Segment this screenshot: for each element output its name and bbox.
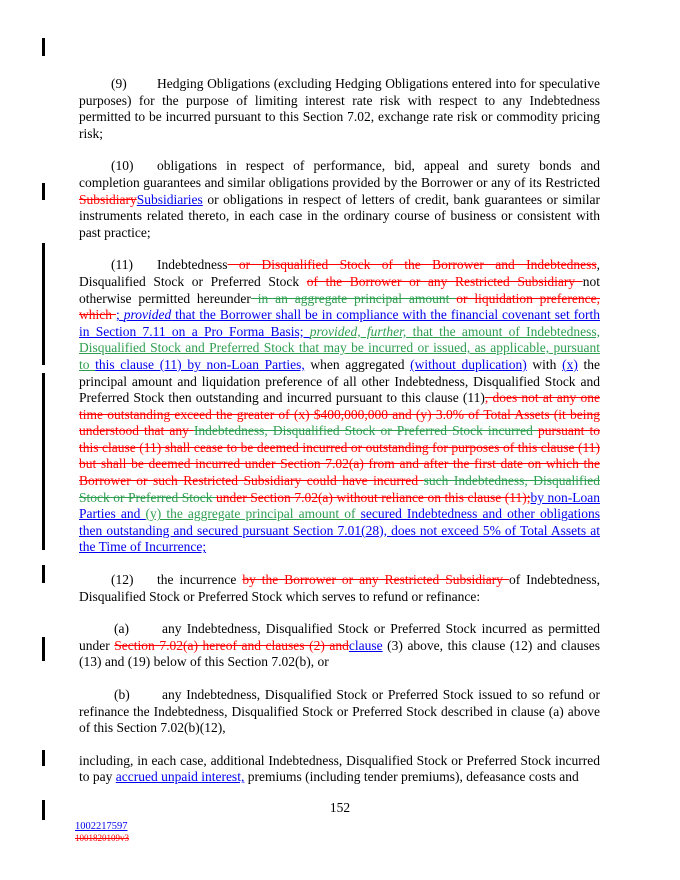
clause-number: (11) [111,257,133,273]
text-run-ins: (without duplication) [410,356,527,372]
change-bar [42,750,45,766]
text-run-n: not otherwise permitted hereunder [79,273,600,306]
text-run-n: with [526,356,563,372]
change-bar [42,38,45,56]
change-bar [42,373,45,550]
text-run-n: (3) above, this clause (12) and clauses (13) and (19) below of this Section 7.02(b), or [79,637,600,670]
text-run-n: the incurrence [157,572,243,588]
document-body [79,76,600,802]
text-run-del: or liquidation preference, which [79,290,600,323]
text-run-del: , does not at any one time outstanding exceed the greater of (x) $400,000,000 and (y) 3.0% of Total Assets (it being understood that any [79,390,600,439]
paragraph-clause-12b [79,687,600,737]
change-bar [42,565,45,583]
text-run-del: under Section 7.02(a) without reliance on this clause (11); [216,489,531,505]
paragraph-clause-11 [79,257,600,556]
text-run-n: when aggregated [304,356,411,372]
text-run-insgi: provided, further, [309,323,407,339]
text-run-n: Indebtedness [157,257,228,273]
text-run-delg: in an aggregate principal amount [250,290,457,306]
doc-id-current: 1002217597 [75,821,128,832]
text-run-insg: that the amount of Indebtedness, Disqualified Stock and Preferred Stock that may be incurred or issued, as applicable, pursuant to [79,323,600,372]
text-run-insi: provided [123,307,172,323]
text-run-ins: Subsidiaries [136,191,203,207]
paragraph-clause-9 [79,76,600,142]
text-run-ins: (x) [562,356,578,372]
text-run-delg: such Indebtedness, Disqualified Stock or Preferred Stock [79,473,600,505]
text-run-del: Section 7.02(a) hereof and clauses (2) and [114,637,349,653]
text-run-ins: secured Indebtedness and other obligations then outstanding and secured pursuant Section 7.01(28), does not exceed 5% of Total Assets at the Time of Incurrence; [79,506,600,555]
clause-number: (12) [111,572,134,588]
footer-doc-ids [75,820,129,844]
text-run-n: premiums (including tender premiums), defeasance costs and [244,769,579,785]
clause-number: (a) [114,621,129,637]
change-bar [42,183,45,200]
clause-number: (9) [111,76,127,91]
text-run-n: obligations in respect of performance, bid, appeal and surety bonds and completion guarantees and similar obligations provided by the Borrower or any of its Restricted [79,158,600,190]
text-run-n: or obligations in respect of letters of credit, bank guarantees or similar instruments related thereto, in each case in the ordinary course of business or consistent with past practice; [79,191,600,240]
text-run-ins: ; [115,307,124,323]
page-number: 152 [329,800,351,815]
text-run-ins: that the Borrower shall be in compliance with the financial covenant set forth in Section 7.11 on a Pro Forma Basis; [79,307,600,339]
text-run-n: any Indebtedness, Disqualified Stock or Preferred Stock incurred as permitted under [79,621,600,653]
text-run-n: , Disqualified Stock or Preferred Stock [79,257,600,289]
text-run-del: of the Borrower or any Restricted Subsidiary [306,273,583,289]
text-run-del: or Disqualified Stock of the Borrower and Indebtedness [227,257,597,273]
paragraph-clause-10 [79,158,600,241]
text-run-n: Hedging Obligations (excluding Hedging Obligations entered into for speculative purposes) for the purpose of limiting interest rate risk with respect to any Indebtedness permitted to be incurred pursuant to this Section 7.02, exchange rate risk or commodity pricing risk; [79,76,600,141]
clause-number: (10) [111,158,134,174]
doc-id-previous: 1001820109v3 [75,833,129,844]
text-run-n: the principal amount and liquidation preference of all other Indebtedness, Disqualified Stock and Preferred Stock then outstanding and incurred pursuant to this clause (11) [79,356,600,406]
text-run-del: pursuant to this clause (11) shall cease to be deemed incurred or outstanding for purposes of this clause (11) but shall be deemed incurred under Section 7.02(a) from and after the first date on which the Borrower or such Restricted Subsidiary could have incurred [79,423,600,489]
change-bar [42,243,45,365]
text-run-ins: by non-Loan Parties and [79,489,600,522]
clause-number: (b) [114,687,130,702]
change-bar [42,637,45,661]
text-run-n: of Indebtedness, Disqualified Stock or Preferred Stock which serves to refund or refinance: [79,572,601,604]
text-run-insg: (y) the aggregate principal amount of [145,506,361,522]
paragraph-clause-12a [79,621,600,671]
text-run-ins: clause [348,637,383,653]
text-run-ins: this clause (11) by non-Loan Parties, [95,356,305,372]
text-run-del: Subsidiary [79,191,137,207]
text-run-ins: accrued unpaid interest, [115,769,245,785]
text-run-del: by the Borrower or any Restricted Subsidiary [242,572,509,588]
text-run-n: including, in each case, additional Indebtedness, Disqualified Stock or Preferred Stock incurred to pay [79,752,600,785]
paragraph-clause-12 [79,572,600,605]
paragraph-closing-text [79,753,600,786]
text-run-delg: Indebtedness, Disqualified Stock or Preferred Stock incurred [193,423,538,439]
text-run-n: any Indebtedness, Disqualified Stock or Preferred Stock issued to so refund or refinance the Indebtedness, Disqualified Stock or Preferred Stock described in clause (a) above of this Section 7.02(b)(12), [79,687,600,736]
